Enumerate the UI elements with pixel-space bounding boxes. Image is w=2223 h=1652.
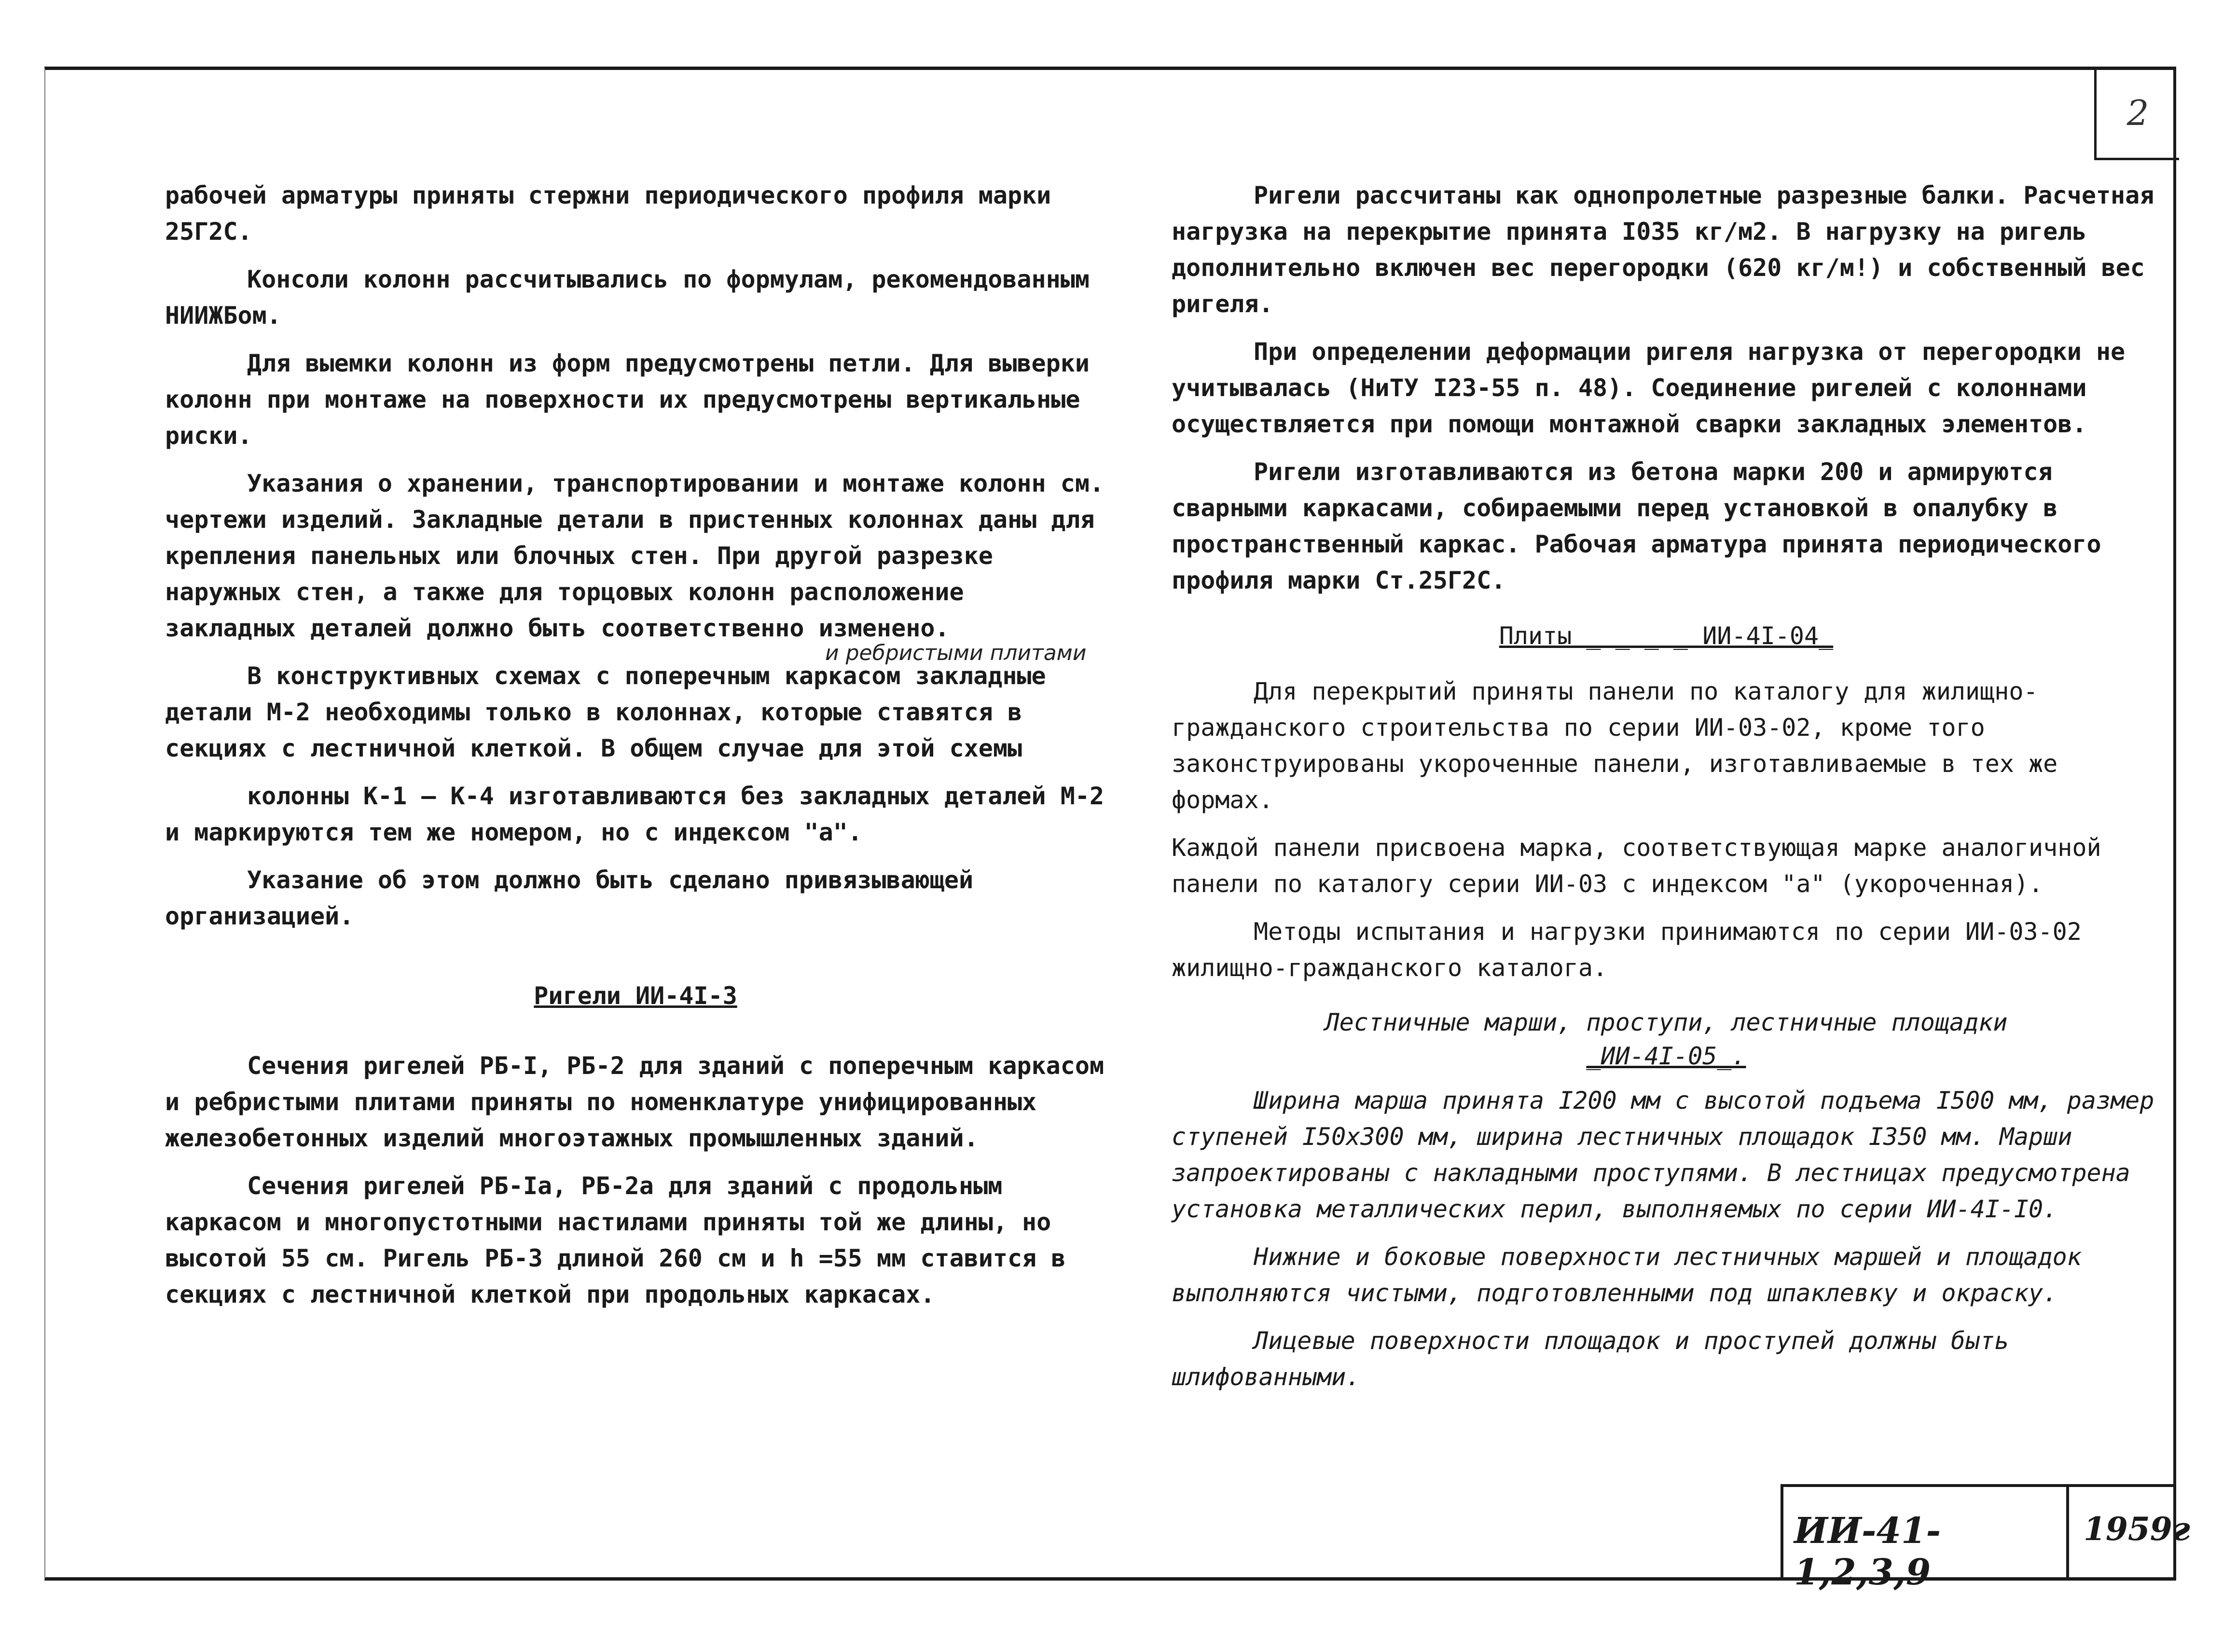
heading-text: Плиты _ _ _ _ ИИ-4I-04_ xyxy=(1499,622,1834,650)
paragraph: колонны К-1 – К-4 изготавливаются без закладных деталей М-2 и маркируются тем же номером, но с индексом "а". xyxy=(165,782,1105,846)
section-heading-lestnitsy xyxy=(1172,1005,2161,1073)
series-code: ИИ-41-1,2,3,9 xyxy=(1794,1510,1941,1593)
paragraph: рабочей арматуры приняты стержни периодического профиля марки 25Г2С. xyxy=(165,181,1051,246)
paragraph: Ригели рассчитаны как однопролетные разрезные балки. Расчетная нагрузка на перекрытие принята I035 кг/м2. В нагрузку на ригель дополнительно включен вес перегородки (620 кг/м!) и собственный вес ригеля. xyxy=(1172,181,2154,318)
handwritten-insertion: и ребристыми плитами xyxy=(825,641,1087,665)
paragraph: Для выемки колонн из форм предусмотрены петли. Для выверки колонн при монтаже на поверхности их предусмотрены вертикальные риски. xyxy=(165,349,1090,450)
paragraph: Сечения ригелей РБ-I, РБ-2 для зданий с поперечным каркасом и ребристыми плитами приняты по номенклатуре унифицированных железобетонных изделий многоэтажных промышленных зданий. xyxy=(165,1052,1105,1152)
paragraph: Нижние и боковые поверхности лестничных маршей и площадок выполняются чистыми, подготовленными под шпаклевку и окраску. xyxy=(1172,1243,2082,1307)
paragraph: При определении деформации ригеля нагрузка от перегородки не учитывалась (НиТУ I23-55 п. 48). Соединение ригелей с колоннами осуществляется при помощи монтажной сварки закладных элементов. xyxy=(1172,338,2126,438)
paragraph: Консоли колонн рассчитывались по формулам, рекомендованным НИИЖБом. xyxy=(165,265,1090,330)
paragraph: Методы испытания и нагрузки принимаются по серии ИИ-03-02 жилищно-гражданского каталога. xyxy=(1172,918,2082,982)
paragraph: Указание об этом должно быть сделано привязывающей организацией. xyxy=(165,866,974,930)
paragraph: Указания о хранении, транспортировании и монтаже колонн см. чертежи изделий. Закладные детали в пристенных колоннах даны для крепления панельных или блочных стен. При другой разрезке наружных стен, а также для торцовых колонн расположение закладных деталей должно быть соответственно изменено. xyxy=(165,469,1105,642)
heading-code: _ИИ-4I-05_. xyxy=(1586,1042,1746,1070)
heading-text: Ригели ИИ-4I-3 xyxy=(534,982,737,1010)
heading-text: Лестничные марши, проступи, лестничные площадки xyxy=(1325,1008,2008,1036)
paragraph: Ригели изготавливаются из бетона марки 200 и армируются сварными каркасами, собираемыми перед установкой в опалубку в пространственный каркас. Рабочая арматура принята периодического профиля марки Ст.25Г2С. xyxy=(1172,458,2101,594)
left-column xyxy=(165,178,1106,1324)
paragraph: Лицевые поверхности площадок и проступей должны быть шлифованными. xyxy=(1172,1327,2009,1391)
title-block-divider xyxy=(2066,1484,2069,1581)
year: 1959г xyxy=(2084,1510,2190,1548)
paragraph: Для перекрытий приняты панели по каталогу для жилищно-гражданского строительства по серии ИИ-03-02, кроме того законструированы укороченные панели, изготавливаемые в тех же формах. xyxy=(1172,677,2058,814)
right-column xyxy=(1172,178,2161,1407)
section-heading-plity xyxy=(1172,618,2161,654)
paragraph: В конструктивных схемах с поперечным каркасом закладные детали М-2 необходимы только в колоннах, которые ставятся в секциях с лестничной клеткой. В общем случае для этой схемы xyxy=(165,662,1046,762)
paragraph: Каждой панели присвоена марка, соответствующая марке аналогичной панели по каталогу серии ИИ-03 с индексом "а" (укороченная). xyxy=(1172,834,2101,898)
paragraph: Ширина марша принята I200 мм с высотой подъема I500 мм, размер ступеней I50x300 мм, ширина лестничных площадок I350 мм. Марши запроектированы с накладными проступями. В лестницах предусмотрена установка металлических перил, выполняемых по серии ИИ-4I-I0. xyxy=(1172,1087,2154,1223)
page-number: 2 xyxy=(2094,68,2179,160)
paragraph: Сечения ригелей РБ-Iа, РБ-2а для зданий с продольным каркасом и многопустотными настилами приняты той же длины, но высотой 55 см. Ригель РБ-3 длиной 260 см и h =55 мм ставится в секциях с лестничной клеткой при продольных каркасах. xyxy=(165,1172,1066,1308)
section-heading-rigeli xyxy=(165,978,1106,1014)
